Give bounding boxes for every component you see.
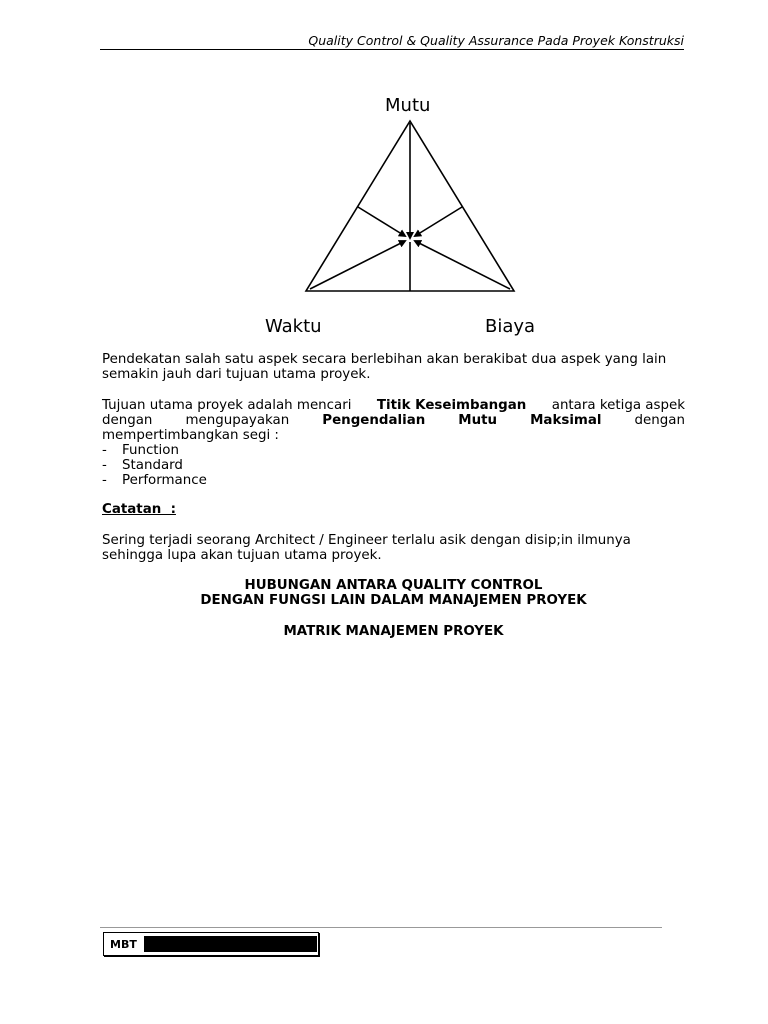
paragraph-note bbox=[102, 533, 685, 563]
median-right bbox=[415, 207, 462, 236]
triangle-diagram bbox=[0, 0, 768, 340]
median-left bbox=[358, 207, 405, 236]
vertex-label-biaya: Biaya bbox=[485, 316, 536, 337]
list-item bbox=[102, 458, 685, 473]
note-heading: Catatan : bbox=[102, 502, 176, 517]
paragraph-line: semakin jauh dari tujuan utama proyek. bbox=[102, 367, 371, 382]
list-item-text: Standard bbox=[122, 458, 183, 473]
paragraph-line: Sering terjadi seorang Architect / Engineer terlalu asik dengan disip;in ilmunya bbox=[102, 533, 631, 548]
paragraph-line: mempertimbangkan segi : bbox=[102, 428, 279, 443]
list-item-text: Function bbox=[122, 443, 179, 458]
paragraph-approach bbox=[102, 352, 685, 382]
section-heading-relationship bbox=[102, 578, 685, 608]
paragraph-line: Pendekatan salah satu aspek secara berlebihan akan berakibat dua aspek yang lain bbox=[102, 352, 667, 367]
text-run: antara ketiga aspek bbox=[551, 398, 685, 413]
paragraph-line bbox=[102, 398, 685, 413]
median-lower-right bbox=[415, 241, 510, 289]
section-heading-matrix: MATRIK MANAJEMEN PROYEK bbox=[283, 624, 504, 639]
median-lower-left bbox=[310, 241, 405, 289]
paragraph-main-goal bbox=[102, 398, 685, 488]
list-item-text: Performance bbox=[122, 473, 207, 488]
list-marker: - bbox=[102, 443, 107, 458]
list-marker: - bbox=[102, 473, 107, 488]
list-item bbox=[102, 443, 685, 458]
text-run: dengan bbox=[634, 413, 685, 428]
footer-label-box bbox=[103, 932, 319, 956]
heading-line: HUBUNGAN ANTARA QUALITY CONTROL bbox=[244, 578, 543, 593]
bold-term: Maksimal bbox=[530, 413, 602, 428]
list-item bbox=[102, 473, 685, 488]
vertex-label-waktu: Waktu bbox=[265, 316, 322, 337]
footer-rule bbox=[100, 927, 662, 928]
paragraph-line bbox=[102, 413, 685, 428]
footer-code: MBT bbox=[110, 937, 137, 951]
running-header: Quality Control & Quality Assurance Pada Proyek Konstruksi bbox=[308, 33, 684, 48]
text-run: dengan bbox=[102, 413, 153, 428]
text-run: Tujuan utama proyek adalah mencari bbox=[102, 398, 352, 413]
bold-term: Titik Keseimbangan bbox=[376, 398, 527, 413]
footer-redaction-bar bbox=[144, 936, 317, 952]
bold-term: Mutu bbox=[458, 413, 498, 428]
bold-term: Pengendalian bbox=[322, 413, 426, 428]
text-run: mengupayakan bbox=[185, 413, 290, 428]
vertex-label-mutu: Mutu bbox=[385, 95, 431, 116]
heading-line: DENGAN FUNGSI LAIN DALAM MANAJEMEN PROYEK bbox=[200, 593, 587, 608]
list-marker: - bbox=[102, 458, 107, 473]
paragraph-line: sehingga lupa akan tujuan utama proyek. bbox=[102, 548, 382, 563]
